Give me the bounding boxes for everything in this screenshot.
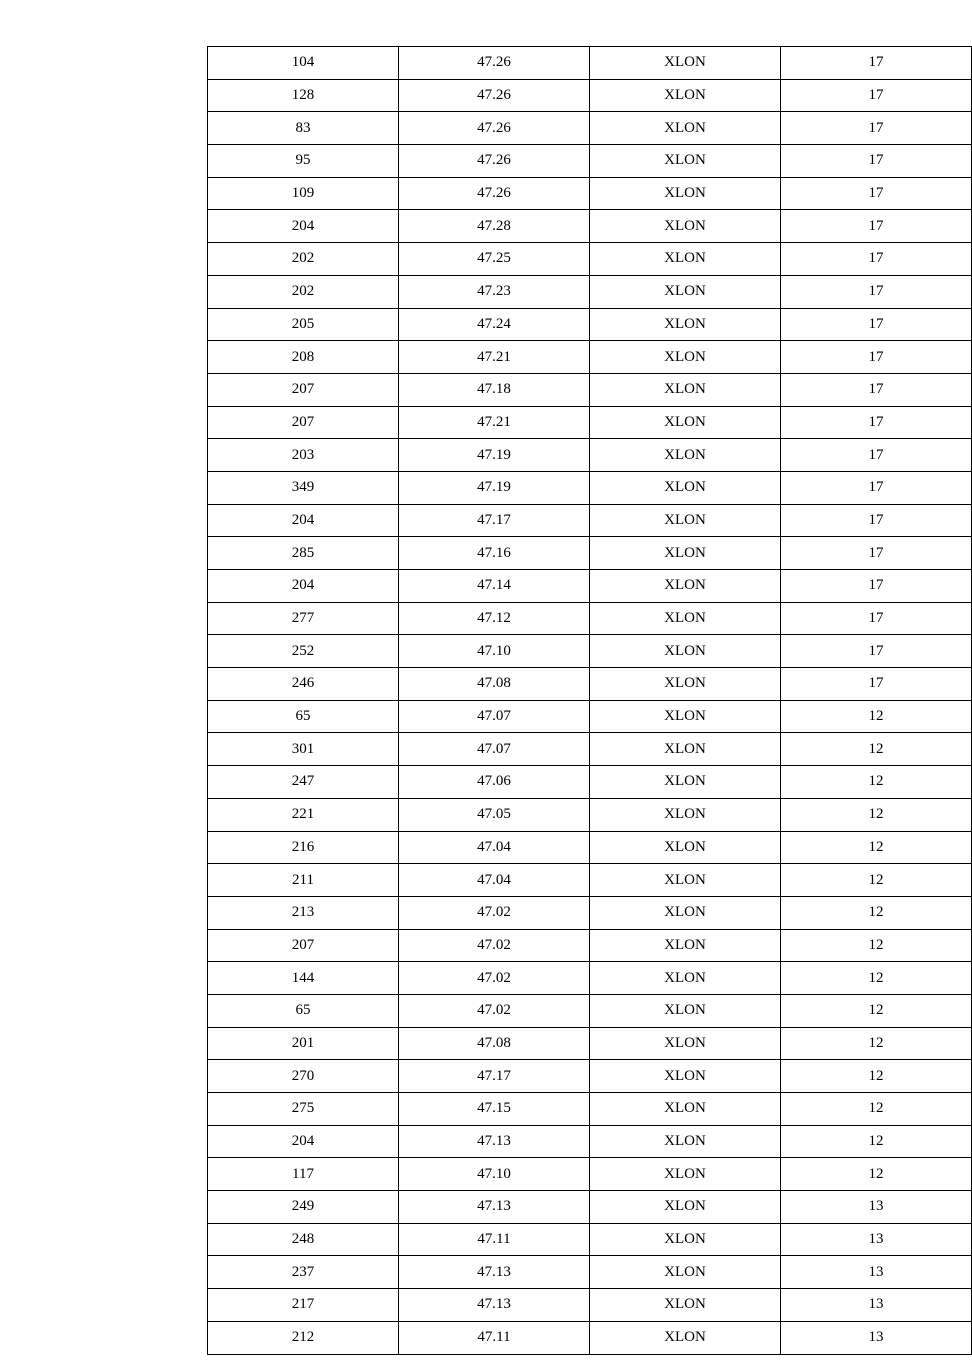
cell-price: 47.13 — [399, 1191, 590, 1224]
cell-price: 47.19 — [399, 471, 590, 504]
table-row — [208, 373, 972, 406]
cell-volume: 248 — [208, 1223, 399, 1256]
cell-time: 17 — [781, 308, 972, 341]
cell-price: 47.06 — [399, 766, 590, 799]
cell-venue: XLON — [590, 537, 781, 570]
cell-venue: XLON — [590, 668, 781, 701]
cell-volume: 208 — [208, 341, 399, 374]
cell-volume: 83 — [208, 112, 399, 145]
cell-time: 13 — [781, 1321, 972, 1354]
cell-price: 47.07 — [399, 733, 590, 766]
table-row — [208, 341, 972, 374]
table-row — [208, 733, 972, 766]
table-row — [208, 962, 972, 995]
table-row — [208, 635, 972, 668]
cell-venue: XLON — [590, 994, 781, 1027]
cell-time: 12 — [781, 798, 972, 831]
cell-price: 47.02 — [399, 994, 590, 1027]
table-row — [208, 439, 972, 472]
table-row — [208, 1027, 972, 1060]
cell-venue: XLON — [590, 406, 781, 439]
cell-price: 47.16 — [399, 537, 590, 570]
cell-price: 47.26 — [399, 47, 590, 80]
table-row — [208, 471, 972, 504]
cell-volume: 349 — [208, 471, 399, 504]
cell-venue: XLON — [590, 275, 781, 308]
cell-venue: XLON — [590, 864, 781, 897]
cell-price: 47.11 — [399, 1321, 590, 1354]
cell-venue: XLON — [590, 112, 781, 145]
table-row — [208, 766, 972, 799]
cell-price: 47.02 — [399, 896, 590, 929]
cell-price: 47.04 — [399, 864, 590, 897]
cell-volume: 201 — [208, 1027, 399, 1060]
cell-venue: XLON — [590, 929, 781, 962]
cell-price: 47.24 — [399, 308, 590, 341]
cell-venue: XLON — [590, 602, 781, 635]
cell-venue: XLON — [590, 1191, 781, 1224]
cell-price: 47.02 — [399, 962, 590, 995]
cell-volume: 128 — [208, 79, 399, 112]
cell-price: 47.10 — [399, 635, 590, 668]
cell-volume: 221 — [208, 798, 399, 831]
cell-venue: XLON — [590, 243, 781, 276]
cell-time: 13 — [781, 1289, 972, 1322]
cell-price: 47.13 — [399, 1125, 590, 1158]
cell-volume: 213 — [208, 896, 399, 929]
cell-time: 17 — [781, 602, 972, 635]
cell-volume: 270 — [208, 1060, 399, 1093]
cell-venue: XLON — [590, 1158, 781, 1191]
cell-time: 12 — [781, 1125, 972, 1158]
cell-volume: 237 — [208, 1256, 399, 1289]
cell-time: 17 — [781, 177, 972, 210]
cell-price: 47.23 — [399, 275, 590, 308]
table-row — [208, 504, 972, 537]
cell-time: 17 — [781, 537, 972, 570]
cell-time: 17 — [781, 373, 972, 406]
cell-volume: 204 — [208, 504, 399, 537]
cell-price: 47.14 — [399, 570, 590, 603]
cell-volume: 301 — [208, 733, 399, 766]
table-body — [208, 47, 972, 1355]
cell-venue: XLON — [590, 341, 781, 374]
cell-venue: XLON — [590, 733, 781, 766]
cell-time: 17 — [781, 439, 972, 472]
cell-venue: XLON — [590, 1027, 781, 1060]
cell-venue: XLON — [590, 471, 781, 504]
transactions-table — [207, 46, 972, 1355]
table-viewport — [207, 46, 884, 1346]
cell-volume: 249 — [208, 1191, 399, 1224]
cell-venue: XLON — [590, 1321, 781, 1354]
table-row — [208, 668, 972, 701]
cell-time: 17 — [781, 275, 972, 308]
table-row — [208, 79, 972, 112]
cell-venue: XLON — [590, 1093, 781, 1126]
cell-volume: 207 — [208, 373, 399, 406]
table-row — [208, 537, 972, 570]
cell-price: 47.11 — [399, 1223, 590, 1256]
cell-venue: XLON — [590, 177, 781, 210]
table-row — [208, 929, 972, 962]
cell-time: 17 — [781, 145, 972, 178]
cell-volume: 203 — [208, 439, 399, 472]
cell-price: 47.15 — [399, 1093, 590, 1126]
cell-time: 13 — [781, 1191, 972, 1224]
cell-venue: XLON — [590, 1256, 781, 1289]
table-row — [208, 1093, 972, 1126]
cell-price: 47.07 — [399, 700, 590, 733]
cell-volume: 285 — [208, 537, 399, 570]
cell-venue: XLON — [590, 635, 781, 668]
table-row — [208, 1158, 972, 1191]
cell-time: 12 — [781, 1093, 972, 1126]
cell-volume: 65 — [208, 994, 399, 1027]
cell-price: 47.21 — [399, 406, 590, 439]
cell-time: 17 — [781, 47, 972, 80]
cell-venue: XLON — [590, 308, 781, 341]
table-row — [208, 570, 972, 603]
cell-time: 12 — [781, 831, 972, 864]
table-row — [208, 602, 972, 635]
cell-price: 47.26 — [399, 79, 590, 112]
cell-price: 47.02 — [399, 929, 590, 962]
cell-time: 17 — [781, 112, 972, 145]
cell-venue: XLON — [590, 145, 781, 178]
cell-venue: XLON — [590, 439, 781, 472]
cell-venue: XLON — [590, 831, 781, 864]
cell-venue: XLON — [590, 962, 781, 995]
cell-volume: 277 — [208, 602, 399, 635]
cell-volume: 252 — [208, 635, 399, 668]
cell-time: 12 — [781, 929, 972, 962]
cell-venue: XLON — [590, 504, 781, 537]
cell-volume: 216 — [208, 831, 399, 864]
table-row — [208, 831, 972, 864]
cell-time: 12 — [781, 700, 972, 733]
table-row — [208, 1321, 972, 1354]
cell-volume: 204 — [208, 210, 399, 243]
cell-price: 47.26 — [399, 112, 590, 145]
cell-time: 12 — [781, 1060, 972, 1093]
cell-volume: 65 — [208, 700, 399, 733]
cell-venue: XLON — [590, 1223, 781, 1256]
cell-venue: XLON — [590, 570, 781, 603]
cell-price: 47.08 — [399, 668, 590, 701]
cell-price: 47.25 — [399, 243, 590, 276]
cell-time: 17 — [781, 210, 972, 243]
table-row — [208, 1060, 972, 1093]
cell-price: 47.18 — [399, 373, 590, 406]
table-row — [208, 145, 972, 178]
cell-venue: XLON — [590, 766, 781, 799]
cell-venue: XLON — [590, 79, 781, 112]
table-row — [208, 700, 972, 733]
table-row — [208, 1223, 972, 1256]
cell-price: 47.12 — [399, 602, 590, 635]
table-row — [208, 1256, 972, 1289]
cell-venue: XLON — [590, 47, 781, 80]
table-row — [208, 1125, 972, 1158]
table-row — [208, 308, 972, 341]
cell-time: 17 — [781, 243, 972, 276]
cell-price: 47.26 — [399, 145, 590, 178]
table-row — [208, 275, 972, 308]
cell-venue: XLON — [590, 1289, 781, 1322]
cell-time: 12 — [781, 733, 972, 766]
table-row — [208, 243, 972, 276]
cell-price: 47.19 — [399, 439, 590, 472]
cell-price: 47.28 — [399, 210, 590, 243]
cell-time: 17 — [781, 570, 972, 603]
cell-time: 12 — [781, 994, 972, 1027]
cell-price: 47.13 — [399, 1289, 590, 1322]
cell-time: 17 — [781, 471, 972, 504]
cell-venue: XLON — [590, 798, 781, 831]
cell-time: 17 — [781, 406, 972, 439]
table-row — [208, 210, 972, 243]
table-row — [208, 1191, 972, 1224]
cell-time: 13 — [781, 1256, 972, 1289]
cell-volume: 117 — [208, 1158, 399, 1191]
table-row — [208, 177, 972, 210]
cell-price: 47.17 — [399, 1060, 590, 1093]
cell-volume: 246 — [208, 668, 399, 701]
cell-time: 12 — [781, 1027, 972, 1060]
cell-volume: 204 — [208, 1125, 399, 1158]
cell-price: 47.17 — [399, 504, 590, 537]
cell-time: 17 — [781, 668, 972, 701]
cell-volume: 104 — [208, 47, 399, 80]
cell-volume: 207 — [208, 929, 399, 962]
table-row — [208, 1289, 972, 1322]
cell-venue: XLON — [590, 373, 781, 406]
cell-time: 12 — [781, 962, 972, 995]
cell-venue: XLON — [590, 700, 781, 733]
table-row — [208, 896, 972, 929]
cell-time: 12 — [781, 864, 972, 897]
cell-price: 47.04 — [399, 831, 590, 864]
cell-venue: XLON — [590, 896, 781, 929]
table-row — [208, 112, 972, 145]
cell-volume: 204 — [208, 570, 399, 603]
cell-volume: 109 — [208, 177, 399, 210]
cell-time: 12 — [781, 766, 972, 799]
cell-volume: 207 — [208, 406, 399, 439]
cell-time: 17 — [781, 504, 972, 537]
cell-time: 12 — [781, 896, 972, 929]
cell-volume: 202 — [208, 243, 399, 276]
cell-volume: 95 — [208, 145, 399, 178]
cell-venue: XLON — [590, 210, 781, 243]
cell-time: 17 — [781, 79, 972, 112]
cell-price: 47.26 — [399, 177, 590, 210]
cell-volume: 212 — [208, 1321, 399, 1354]
cell-venue: XLON — [590, 1060, 781, 1093]
cell-time: 12 — [781, 1158, 972, 1191]
table-row — [208, 798, 972, 831]
cell-price: 47.08 — [399, 1027, 590, 1060]
cell-volume: 202 — [208, 275, 399, 308]
cell-price: 47.10 — [399, 1158, 590, 1191]
cell-volume: 275 — [208, 1093, 399, 1126]
table-row — [208, 864, 972, 897]
cell-venue: XLON — [590, 1125, 781, 1158]
cell-volume: 144 — [208, 962, 399, 995]
table-row — [208, 406, 972, 439]
cell-volume: 205 — [208, 308, 399, 341]
cell-volume: 217 — [208, 1289, 399, 1322]
cell-time: 17 — [781, 341, 972, 374]
table-row — [208, 47, 972, 80]
cell-price: 47.05 — [399, 798, 590, 831]
cell-volume: 247 — [208, 766, 399, 799]
table-row — [208, 994, 972, 1027]
cell-price: 47.13 — [399, 1256, 590, 1289]
cell-time: 17 — [781, 635, 972, 668]
cell-price: 47.21 — [399, 341, 590, 374]
cell-time: 13 — [781, 1223, 972, 1256]
cell-volume: 211 — [208, 864, 399, 897]
